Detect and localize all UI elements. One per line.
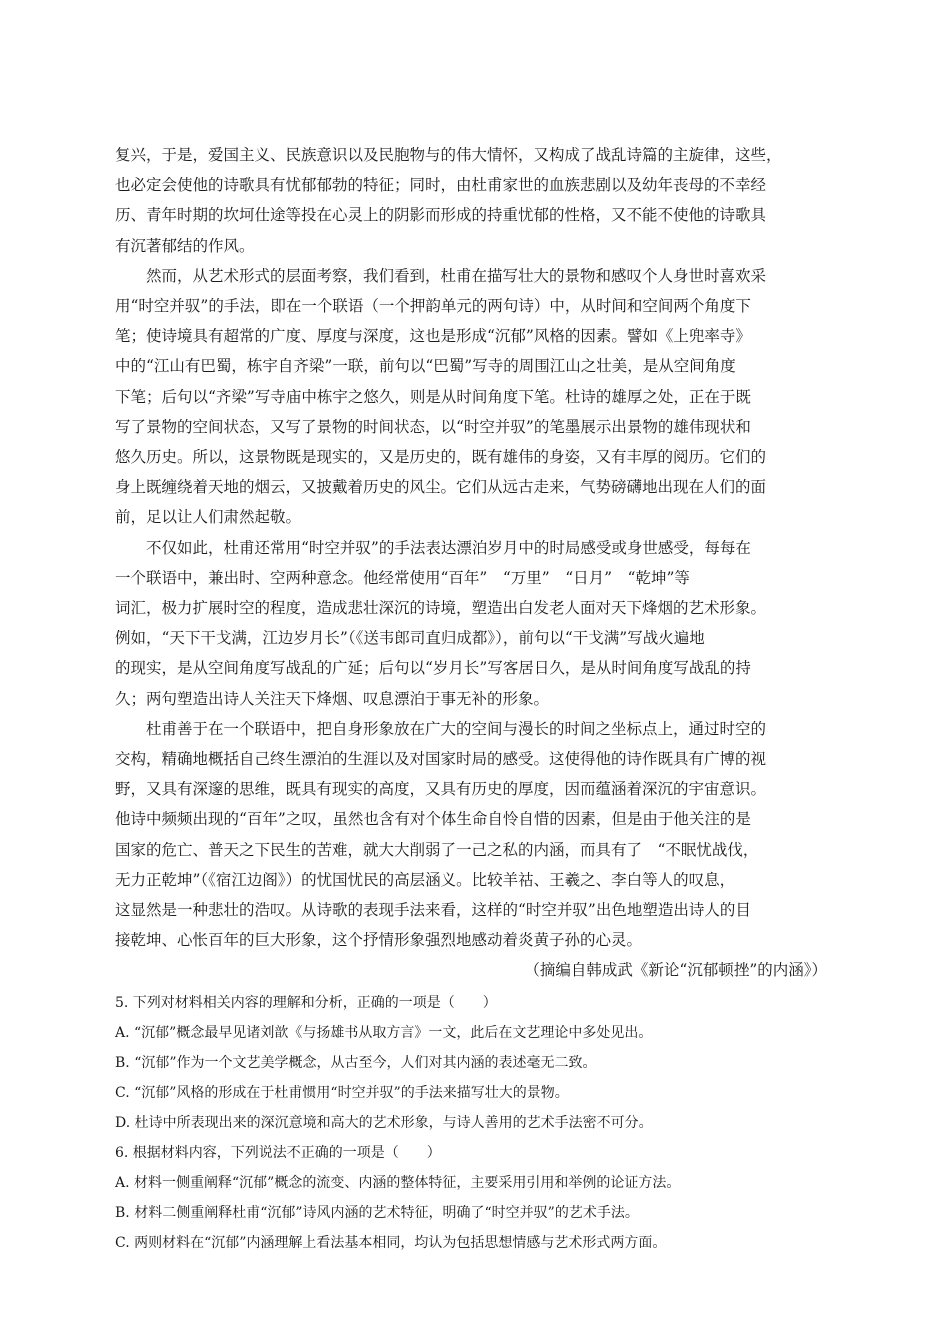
page-content <box>115 140 835 1258</box>
question-6 <box>115 1138 835 1258</box>
text-line: 笔；使诗境具有超常的广度、厚度与深度，这也是形成“沉郁”风格的因素。譬如《上兜率寺》 <box>115 327 751 346</box>
text-line: 例如，“天下干戈满，江边岁月长”（《送韦郎司直归成都》），前句以“干戈满”写战火遍地 <box>115 629 705 648</box>
text-line: 悠久历史。所以，这景物既是现实的，又是历史的，既有雄伟的身姿，又有丰厚的阅历。它们的 <box>115 448 767 467</box>
text-line: 词汇，极力扩展时空的程度，造成悲壮深沉的诗境，塑造出白发老人面对天下烽烟的艺术形象。 <box>115 599 767 618</box>
question-stem: 5. 下列对材料相关内容的理解和分析，正确的一项是（ ） <box>115 994 497 1011</box>
text-line: 身上既缠绕着天地的烟云，又披戴着历史的风尘。它们从远古走来，气势磅礴地出现在人们的面 <box>115 478 767 497</box>
passage-paragraph-2 <box>115 261 835 533</box>
text-line: 这显然是一种悲壮的浩叹。从诗歌的表现手法来看，这样的“时空并驭”出色地塑造出诗人的目 <box>115 901 751 920</box>
text-line: 不仅如此，杜甫还常用“时空并驭”的手法表达漂泊岁月中的时局感受或身世感受，每每在 <box>146 538 751 557</box>
passage-paragraph-3 <box>115 533 835 714</box>
text-line: 野，又具有深邃的思维，既具有现实的高度，又具有历史的厚度，因而蕴涵着深沉的宇宙意识。 <box>115 780 767 799</box>
passage-source: （摘编自韩成武《新论“沉郁顿挫”的内涵》） <box>524 961 827 980</box>
text-line: 国家的危亡、普天之下民生的苦难，就大大削弱了一己之私的内涵，而具有了 “不眠忧战伐， <box>115 840 759 859</box>
text-line: 久；两句塑造出诗人关注天下烽烟、叹息漂泊于事无补的形象。 <box>115 689 550 708</box>
text-line: 接乾坤、心怅百年的巨大形象，这个抒情形象强烈地感动着炎黄子孙的心灵。 <box>115 931 643 950</box>
text-line: 前，足以让人们肃然起敬。 <box>115 508 302 527</box>
option-c: C. 两则材料在“沉郁”内涵理解上看法基本相同，均认为包括思想情感与艺术形式两方面。 <box>115 1234 667 1251</box>
passage-paragraph-1 <box>115 140 835 261</box>
text-line: 复兴，于是，爱国主义、民族意识以及民胞物与的伟大情怀，又构成了战乱诗篇的主旋律，这些， <box>115 146 782 164</box>
text-line: 然而，从艺术形式的层面考察，我们看到，杜甫在描写壮大的景物和感叹个人身世时喜欢采 <box>146 266 767 285</box>
text-line: 一个联语中，兼出时、空两种意念。他经常使用“百年” “万里” “日月” “乾坤”等 <box>115 568 690 587</box>
question-stem: 6. 根据材料内容，下列说法不正确的一项是（ ） <box>115 1144 441 1161</box>
text-line: 下笔；后句以“齐梁”写寺庙中栋宇之悠久，则是从时间角度下笔。杜诗的雄厚之处，正在于既 <box>115 387 751 406</box>
text-line: 历、青年时期的坎坷仕途等投在心灵上的阴影而形成的持重忧郁的性格，又不能不使他的诗歌具 <box>115 206 767 225</box>
text-line: 中的“江山有巴蜀，栋宇自齐梁”一联，前句以“巴蜀”写寺的周围江山之壮美，是从空间角度 <box>115 357 736 376</box>
text-line: 的现实，是从空间角度写战乱的广延；后句以“岁月长”写客居日久，是从时间角度写战乱的持 <box>115 659 751 678</box>
option-b: B. 材料二侧重阐释杜甫“沉郁”诗风内涵的艺术特征，明确了“时空并驭”的艺术手法。 <box>115 1204 639 1221</box>
text-line: 他诗中频频出现的“百年”之叹，虽然也含有对个体生命自怜自惜的因素，但是由于他关注的是 <box>115 810 751 829</box>
option-a: A. 材料一侧重阐释“沉郁”概念的流变、内涵的整体特征，主要采用引用和举例的论证方法。 <box>115 1174 681 1191</box>
question-5 <box>115 988 835 1138</box>
option-b: B. “沉郁”作为一个文艺美学概念，从古至今，人们对其内涵的表述毫无二致。 <box>115 1054 597 1071</box>
text-line: 交构，精确地概括自己终生漂泊的生涯以及对国家时局的感受。这使得他的诗作既具有广博的视 <box>115 750 767 769</box>
passage-paragraph-4 <box>115 714 835 956</box>
text-line: 也必定会使他的诗歌具有忧郁郁勃的特征；同时，由杜甫家世的血族悲剧以及幼年丧母的不幸经 <box>115 176 767 195</box>
option-d: D. 杜诗中所表现出来的深沉意境和高大的艺术形象，与诗人善用的艺术手法密不可分。 <box>115 1114 653 1131</box>
option-c: C. “沉郁”风格的形成在于杜甫惯用“时空并驭”的手法来描写壮大的景物。 <box>115 1084 569 1101</box>
text-line: 写了景物的空间状态，又写了景物的时间状态，以“时空并驭”的笔墨展示出景物的雄伟现状和 <box>115 417 751 436</box>
text-line: 用“时空并驭”的手法，即在一个联语（一个押韵单元的两句诗）中，从时间和空间两个角度下 <box>115 297 751 316</box>
text-line: 有沉著郁结的作风。 <box>115 236 255 255</box>
option-a: A. “沉郁”概念最早见诸刘歆《与扬雄书从取方言》一文，此后在文艺理论中多处见出。 <box>115 1024 653 1041</box>
text-line: 无力正乾坤”（《宿江边阁》）的忧国忧民的高层涵义。比较羊祜、王羲之、李白等人的叹息， <box>115 870 736 889</box>
text-line: 杜甫善于在一个联语中，把自身形象放在广大的空间与漫长的时间之坐标点上，通过时空的 <box>146 719 767 738</box>
